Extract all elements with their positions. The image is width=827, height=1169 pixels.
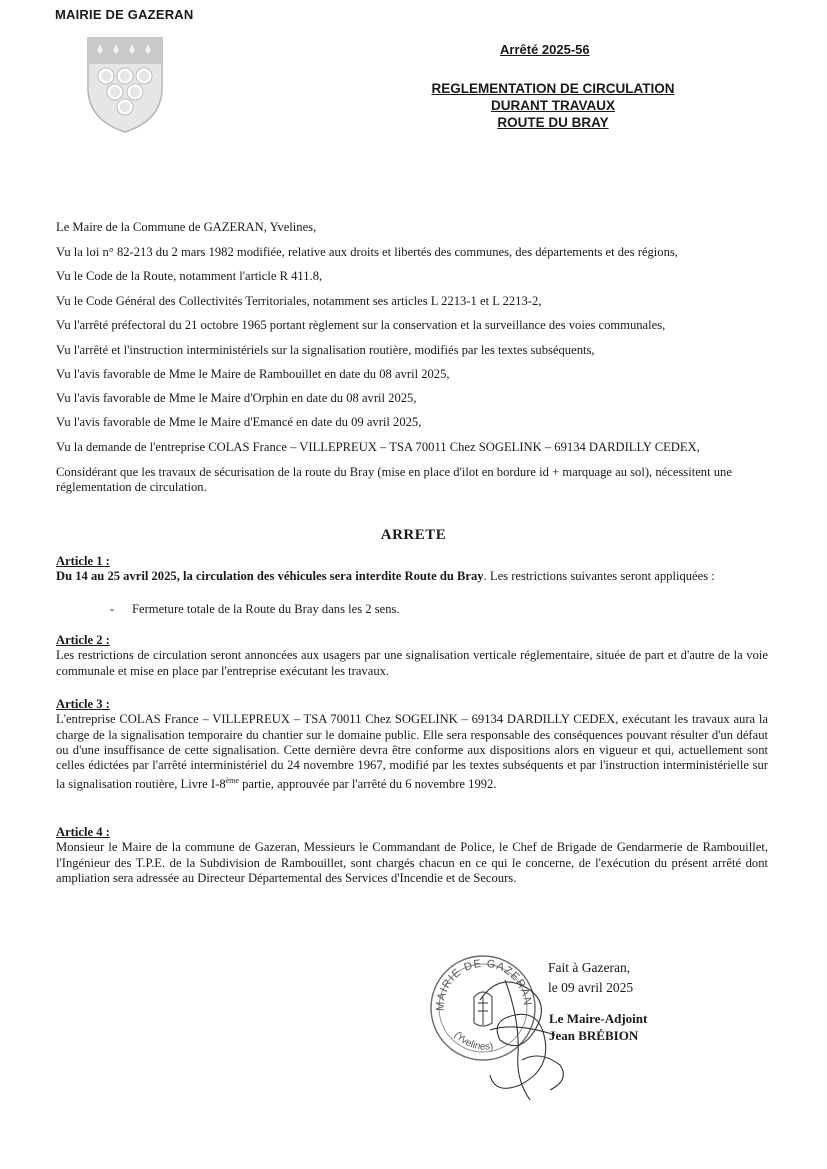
- signature-date: le 09 avril 2025: [548, 980, 634, 995]
- preamble-line: Le Maire de la Commune de GAZERAN, Yvelines,: [56, 220, 317, 234]
- article-1-text: . Les restrictions suivantes seront appliquées :: [483, 569, 715, 584]
- article-3-sup: ème: [225, 776, 239, 786]
- article-2: [56, 633, 768, 679]
- stamp-top-text: MAIRIE DE GAZERAN: [434, 957, 534, 1012]
- article-4-text: Monsieur le Maire de la commune de Gazeran, Messieurs le Commandant de Police, le Chef de Brigade de Gendarmerie de Rambouillet, l'Ingénieur des T.P.E. de la Subdivision de Rambouillet, sont chargés chacun en ce qui le concerne, de l'exécution du présent arrêté dont ampliation sera adressée au Directeur Départemental des Services d'Incendie et de Secours.: [56, 840, 768, 885]
- article-2-text: Les restrictions de circulation seront annoncées aux usagers par une signalisation verticale réglementaire, située de part et d'autre de la voie communale et mise en place par l'entreprise exécutant les travaux.: [56, 648, 768, 678]
- article-4: [56, 825, 768, 886]
- article-1-bullet-text: Fermeture totale de la Route du Bray dans les 2 sens.: [132, 602, 400, 616]
- stamp-bottom-text: (Yvelines): [451, 1029, 495, 1053]
- article-1: [56, 554, 768, 585]
- preamble-line: Vu la demande de l'entreprise COLAS France – VILLEPREUX – TSA 70011 Chez SOGELINK – 69134 DARDILLY CEDEX,: [56, 440, 700, 454]
- coat-of-arms-icon: [86, 36, 164, 134]
- signatory-role: Le Maire-Adjoint: [549, 1011, 648, 1026]
- document-title: [400, 80, 706, 131]
- considerant: Considérant que les travaux de sécurisation de la route du Bray (mise en place d'ilot en bordure id + marquage au sol), nécessitent une réglementation de circulation.: [56, 465, 732, 494]
- article-1-bullet: - Fermeture totale de la Route du Bray dans les 2 sens.: [110, 602, 400, 616]
- article-3-text-end: partie, approuvée par l'arrêté du 6 novembre 1992.: [238, 777, 497, 792]
- title-line-3: ROUTE DU BRAY: [497, 115, 609, 130]
- preamble-line: Vu la loi n° 82-213 du 2 mars 1982 modifiée, relative aux droits et libertés des communes, des départements et des régions,: [56, 245, 678, 259]
- article-1-bold: Du 14 au 25 avril 2025, la circulation des véhicules sera interdite Route du Bray: [56, 569, 484, 584]
- article-4-title: Article 4 :: [56, 825, 110, 839]
- preamble-line: Vu le Code Général des Collectivités Territoriales, notamment ses articles L 2213-1 et L 2213-2,: [56, 294, 542, 308]
- article-1-title: Article 1 :: [56, 554, 110, 568]
- article-2-title: Article 2 :: [56, 633, 110, 647]
- title-line-2: DURANT TRAVAUX: [491, 98, 615, 113]
- preamble-line: Vu l'arrêté et l'instruction interministériels sur la signalisation routière, modifiés par les textes subséquents,: [56, 343, 595, 357]
- arrete-heading: ARRETE: [380, 527, 447, 543]
- article-3-title: Article 3 :: [56, 697, 110, 711]
- signature-place: Fait à Gazeran,: [548, 960, 631, 975]
- municipality-name: MAIRIE DE GAZERAN: [55, 7, 194, 22]
- preamble-line: Vu l'arrêté préfectoral du 21 octobre 1965 portant règlement sur la conservation et la surveillance des voies communales,: [56, 318, 666, 332]
- preamble-line: Vu l'avis favorable de Mme le Maire de Rambouillet en date du 08 avril 2025,: [56, 367, 450, 381]
- title-line-1: REGLEMENTATION DE CIRCULATION: [431, 81, 675, 96]
- signatory: [549, 1010, 647, 1044]
- preamble-line: Vu l'avis favorable de Mme le Maire d'Emancé en date du 09 avril 2025,: [56, 415, 422, 429]
- signature-block: [548, 958, 633, 998]
- signatory-name: Jean BRÉBION: [549, 1028, 639, 1043]
- arrete-number: Arrêté 2025-56: [500, 42, 590, 57]
- preamble-line: Vu l'avis favorable de Mme le Maire d'Orphin en date du 08 avril 2025,: [56, 391, 417, 405]
- article-3-text: L'entreprise COLAS France – VILLEPREUX – TSA 70011 Chez SOGELINK – 69134 DARDILLY CEDEX, exécutant les travaux aura la charge de la signalisation temporaire du chantier sur le domaine public. Elle sera responsable des conséquences pouvant résulter d'un défaut ou d'une insuffisance de cette signalisation. Cette dernière devra être conforme aux dispositions alors en vigueur et qui, actuellement sont celles édictées par l'arrêté interministériel du 24 novembre 1967, modifié par les textes subséquents et par l'instruction interministérielle sur la signalisation routière, Livre I-8: [56, 712, 768, 792]
- preamble-line: Vu le Code de la Route, notamment l'article R 411.8,: [56, 269, 323, 283]
- article-3: [56, 697, 768, 793]
